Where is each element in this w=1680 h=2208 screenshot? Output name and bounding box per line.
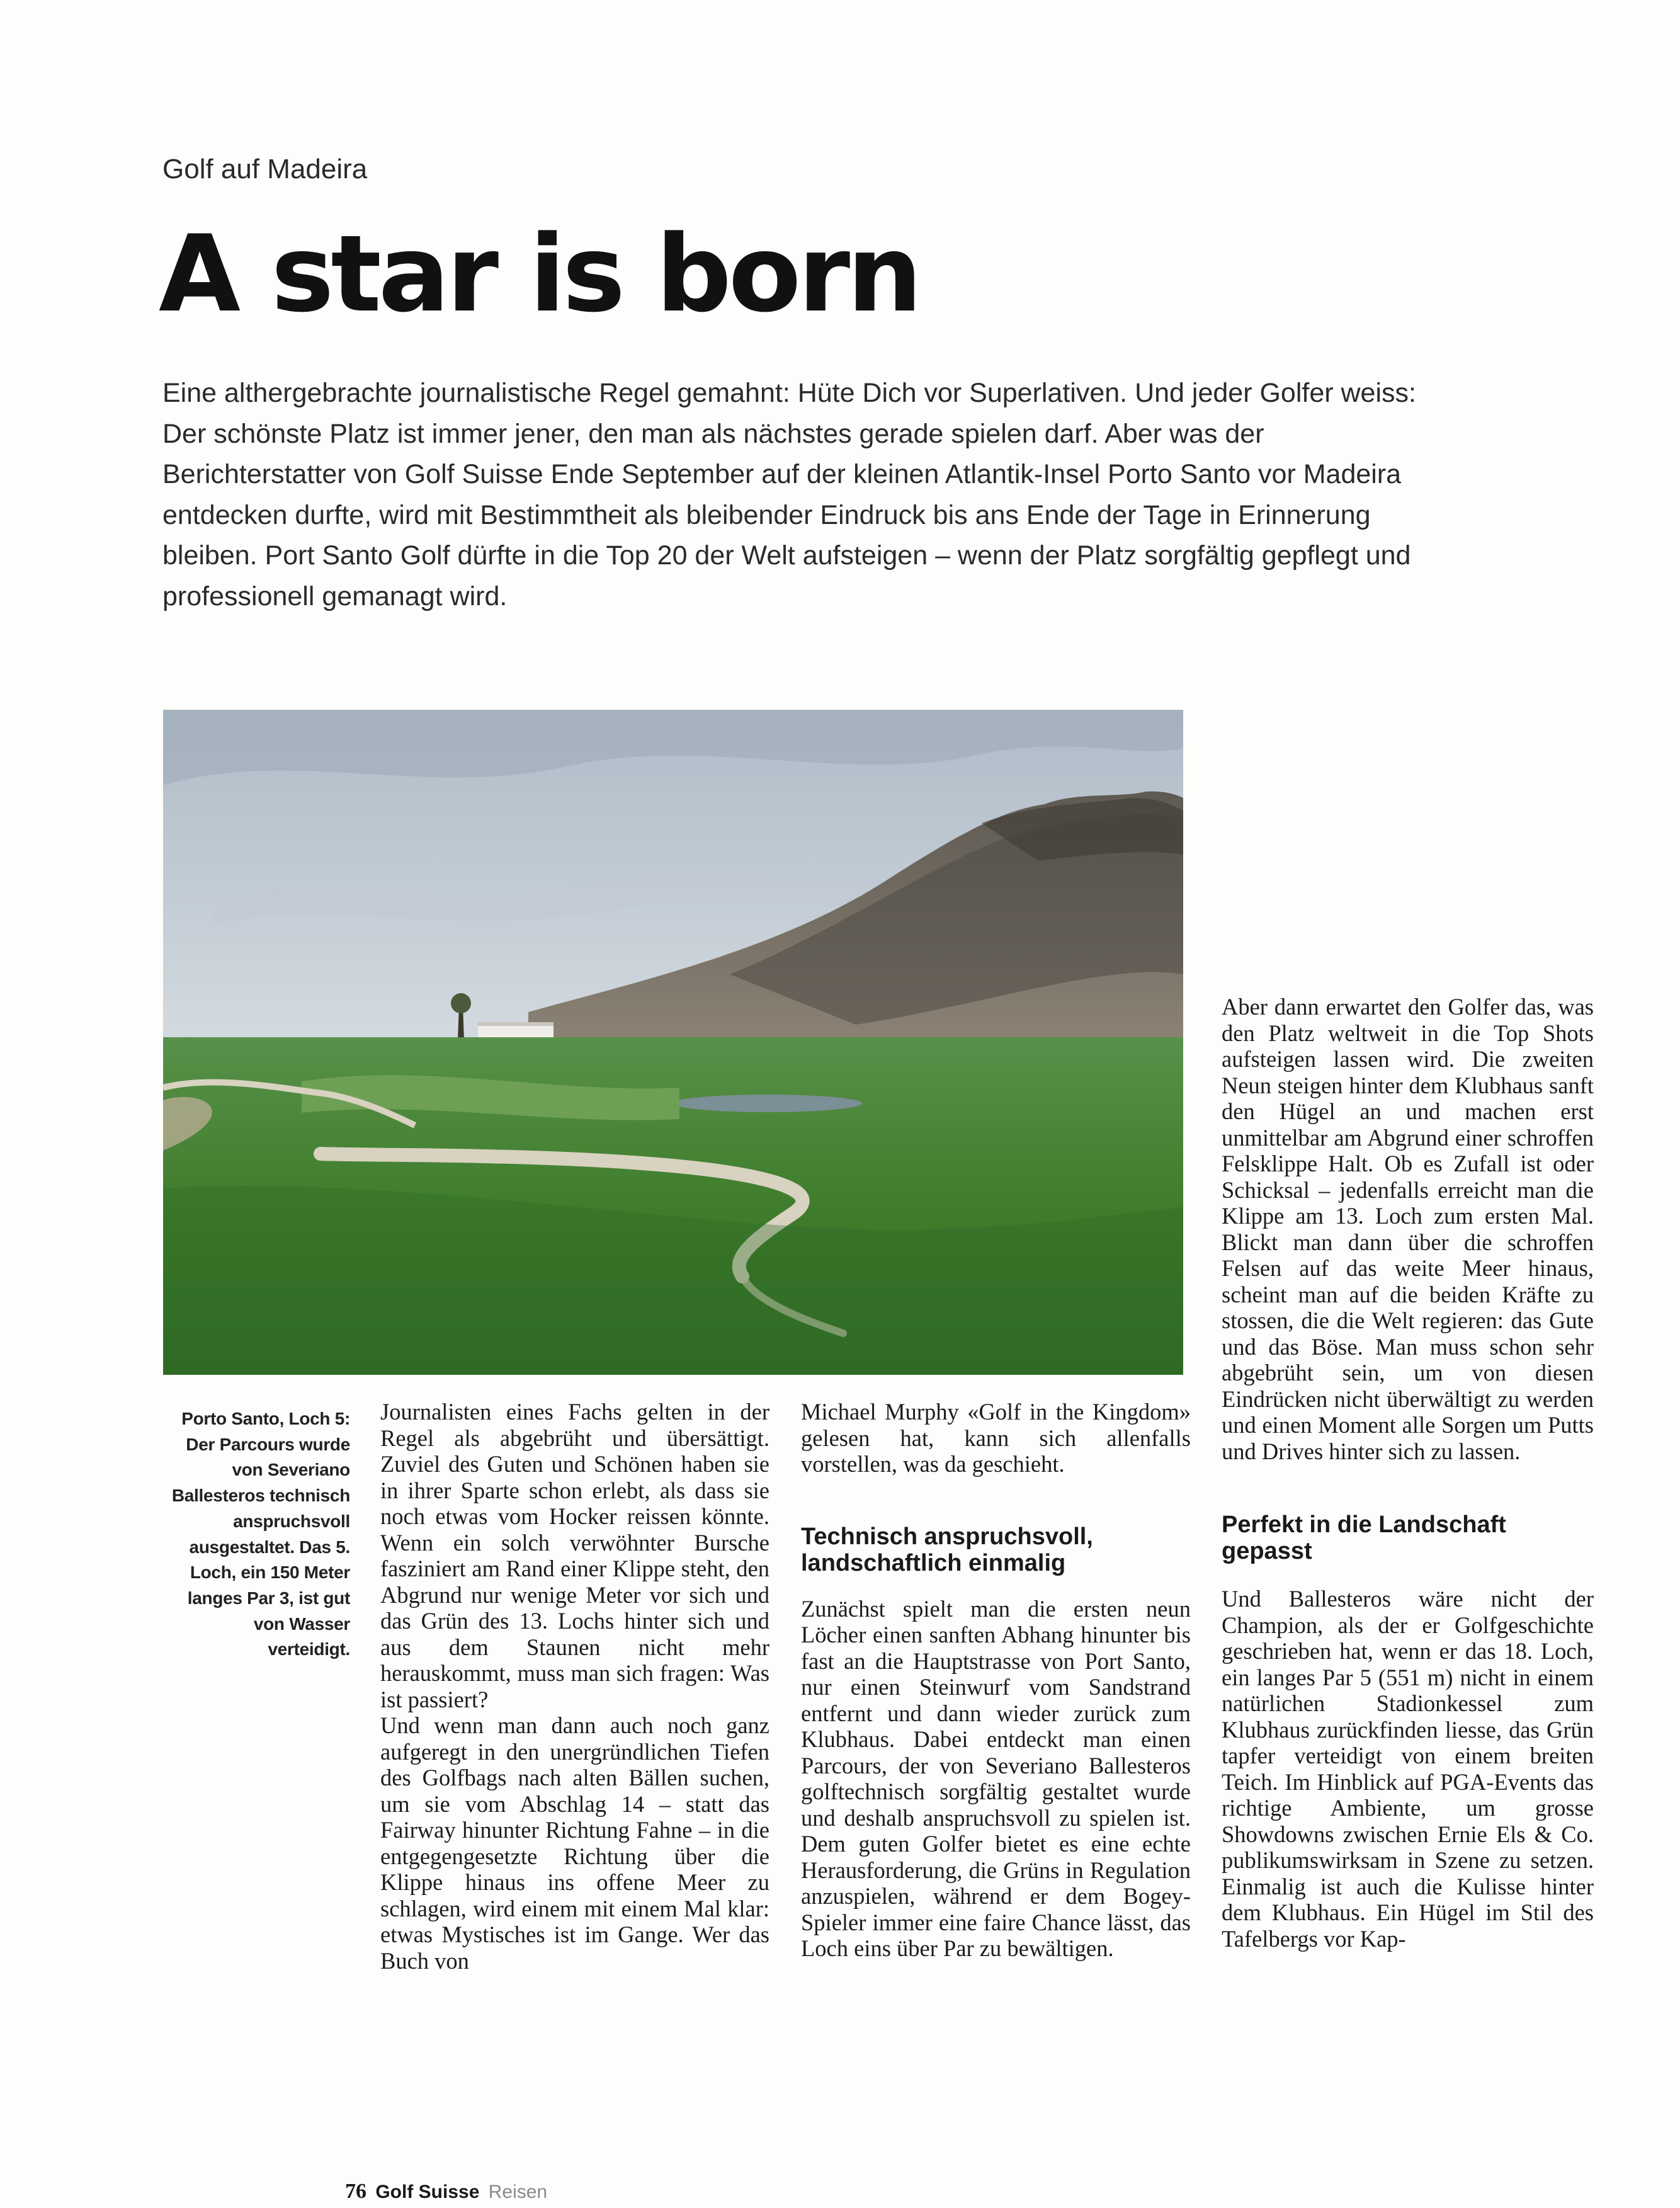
pond <box>673 1095 862 1112</box>
article-column-3 <box>1222 994 1594 1952</box>
page-number: 76 <box>345 2180 366 2203</box>
article-lead: Eine althergebrachte journalistische Regel gemahnt: Hüte Dich vor Superlativen. Und jeder Golfer weiss: Der schönste Platz ist immer jener, den man als nächstes gerade spielen darf. Aber was der Berichterstatter von Golf Suisse Ende September auf der kleinen Atlantik-Insel Porto Santo vor Madeira entdecken durfte, wird mit Bestimmtheit als bleibender Eindruck bis ans Ende der Tage in Erinnerung bleiben. Port Santo Golf dürfte in die Top 20 der Welt aufsteigen – wenn der Platz sorgfältig gepflegt und professionell gemanagt wird. <box>162 378 1416 612</box>
subheading: Technisch anspruchsvoll, landschaftlich einmalig <box>801 1523 1093 1576</box>
page-footer <box>345 2181 547 2203</box>
clubhouse-roof <box>478 1022 553 1026</box>
article-kicker: Golf auf Madeira <box>162 154 368 185</box>
paragraph: Aber dann erwartet den Golfer das, was den Platz weltweit in die Top Shots aufsteigen lassen wird. Die zweiten Neun steigen hinter dem Klubhaus sanft den Hügel an und machen erst unmittelbar am Abgrund einer schroffen Felsklippe Halt. Ob es Zufall ist oder Schicksal – jedenfalls erreicht man die Klippe am 13. Loch zum ersten Mal. Blickt man dann über die schroffen Felsen auf das weite Meer hinaus, scheint man auf die beiden Kräfte zu stossen, die die Welt regieren: das Gute und das Böse. Man muss schon sehr abgebrüht sein, um von diesen Eindrücken nicht überwältigt zu werden und einen Moment alle Sorgen um Putts und Drives hinter sich zu lassen. <box>1222 994 1594 1464</box>
magazine-name: Golf Suisse <box>375 2182 480 2202</box>
paragraph: Und wenn man dann auch noch ganz aufgeregt in den unergründlichen Tiefen des Golfbags nach alten Bällen suchen, um sie vom Abschlag 14 – statt das Fairway hinunter Richtung Fahne – in die entgegengesetzte Richtung über die Klippe hinaus ins offene Meer zu schlagen, wird einem mit einem Mal klar: etwas Mystisches ist im Gange. Wer das Buch von <box>380 1712 769 1974</box>
paragraph: Michael Murphy «Golf in the Kingdom» gelesen hat, kann sich allenfalls vorstellen, was da geschieht. <box>801 1399 1191 1477</box>
article-headline: A star is born <box>159 212 919 336</box>
palm-tree-crown <box>451 993 471 1013</box>
paragraph: Journalisten eines Fachs gelten in der Regel als abgebrüht und übersättigt. Zuviel des Guten und Schönen haben sie in ihrer Sparte schon erlebt, als dass sie noch etwas vom Hocker reissen könnte. Wenn ein solch verwöhnter Bursche fasziniert am Rand einer Klippe steht, den Abgrund nur wenige Meter vor sich und das Grün des 13. Lochs hinter sich und aus dem Staunen nicht mehr herauskommt, muss man sich fragen: Was ist passiert? <box>380 1399 769 1712</box>
golf-course-photo <box>163 710 1183 1375</box>
paragraph: Und Ballesteros wäre nicht der Champion, als der er Golfgeschichte geschrieben hat, wenn er das 18. Loch, ein langes Par 5 (551 m) nicht in einem natürlichen Stadionkessel zum Klubhaus zurückfinden liesse, das Grün tapfer verteidigt von einem breiten Teich. Im Hinblick auf PGA-Events das richtige Ambiente, um grosse Showdowns zwischen Ernie Els & Co. publikumswirksam in Szene zu setzen. Einmalig ist auch die Kulisse hinter dem Klubhaus. Ein Hügel im Stil des Tafelbergs vor Kap- <box>1222 1586 1594 1952</box>
photo-caption: Porto Santo, Loch 5: Der Parcours wurde von Severiano Ballesteros technisch anspruchsvoll ausgestaltet. Das 5. Loch, ein 150 Meter langes Par 3, ist gut von Wasser verteidigt. <box>171 1409 350 1659</box>
article-column-1 <box>380 1399 769 1974</box>
article-column-2 <box>801 1399 1191 1962</box>
subheading: Perfekt in die Landschaft gepasst <box>1222 1511 1506 1564</box>
section-name: Reisen <box>488 2182 548 2202</box>
paragraph: Zunächst spielt man die ersten neun Löcher einen sanften Abhang hinunter bis fast an die Hauptstrasse von Port Santo, nur einen Steinwurf vom Sandstrand entfernt und dann wieder zurück zum Klubhaus. Dabei entdeckt man einen Parcours, der von Severiano Ballesteros golftechnisch sorgfältig gestaltet wurde und deshalb anspruchsvoll zu spielen ist. Dem guten Golfer bietet es eine echte Herausforderung, die Grüns in Regulation anzuspielen, während er dem Bogey-Spieler immer eine faire Chance lässt, das Loch eins über Par zu bewältigen. <box>801 1595 1191 1961</box>
